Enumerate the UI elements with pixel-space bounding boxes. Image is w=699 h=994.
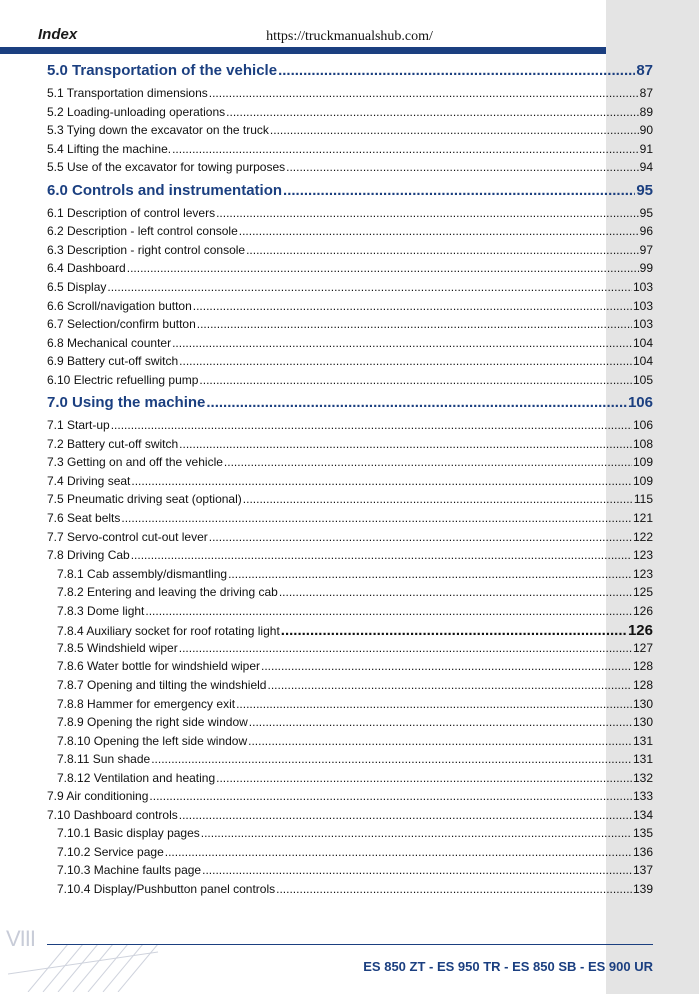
toc-page-number: 134 [632, 807, 653, 822]
toc-label: 6.2 Description - left control console [47, 224, 238, 239]
toc-label: 7.8.4 Auxiliary socket for roof rotating light [57, 624, 280, 639]
toc-page-number: 99 [639, 261, 653, 276]
toc-entry[interactable] [57, 715, 653, 733]
toc-leader [239, 224, 639, 238]
footer-rule [47, 944, 653, 945]
toc-page-number: 128 [632, 659, 653, 674]
toc-label: 6.6 Scroll/navigation button [47, 298, 192, 313]
toc-entry[interactable] [47, 511, 653, 529]
toc-page-number: 108 [632, 436, 653, 451]
toc-entry[interactable] [57, 826, 653, 844]
toc-label: 6.0 Controls and instrumentation [47, 181, 283, 199]
toc-page-number: 87 [639, 86, 653, 100]
toc-leader [249, 715, 632, 729]
toc-label: 7.8.9 Opening the right side window [57, 715, 248, 730]
toc-leader [179, 354, 632, 368]
toc-page-number: 115 [633, 492, 653, 507]
source-url[interactable]: https://truckmanualshub.com/ [266, 29, 433, 44]
toc-page-number: 95 [636, 181, 653, 199]
toc-leader [224, 455, 632, 469]
toc-label: 7.8.2 Entering and leaving the driving cab [57, 585, 278, 600]
toc-page-number: 104 [632, 335, 653, 350]
toc-page-number: 126 [627, 622, 653, 640]
toc-page-number: 103 [632, 317, 653, 332]
toc-leader [206, 394, 627, 411]
toc-page-number: 109 [632, 455, 653, 470]
toc-label: 6.10 Electric refuelling pump [47, 372, 199, 387]
toc-entry[interactable] [47, 789, 653, 807]
toc-entry[interactable] [47, 280, 653, 298]
toc-label: 7.10.2 Service page [57, 844, 164, 859]
toc-label: 7.8.10 Opening the left side window [57, 733, 248, 748]
toc-leader [131, 548, 632, 562]
toc-entry[interactable] [57, 659, 653, 677]
toc-page-number: 139 [632, 882, 653, 896]
toc-label: 7.8.6 Water bottle for windshield wiper [57, 659, 260, 674]
toc-leader [107, 280, 632, 294]
toc-page-number: 106 [627, 394, 653, 412]
toc-label: 7.10.4 Display/Pushbutton panel controls [57, 882, 276, 896]
toc-entry[interactable] [47, 243, 653, 261]
toc-page-number: 103 [632, 298, 653, 313]
toc-leader [216, 771, 632, 785]
toc-label: 5.0 Transportation of the vehicle [47, 62, 278, 79]
toc-leader [121, 511, 632, 525]
toc-page-number: 131 [632, 752, 653, 767]
toc-page-number: 125 [632, 585, 653, 600]
toc-leader [228, 567, 632, 581]
toc-label: 7.8.1 Cab assembly/dismantling [57, 566, 228, 581]
model-list: ES 850 ZT - ES 950 TR - ES 850 SB - ES 900 UR [363, 959, 653, 974]
toc-entry[interactable] [57, 752, 653, 770]
toc-label: 7.9 Air conditioning [47, 789, 149, 804]
section-title: Index [38, 26, 78, 43]
toc-page-number: 126 [632, 603, 653, 618]
toc-page-number: 130 [632, 696, 653, 711]
toc-label: 5.5 Use of the excavator for towing purposes [47, 160, 286, 175]
toc-leader [209, 86, 639, 100]
toc-leader [281, 622, 627, 639]
toc-label: 7.3 Getting on and off the vehicle [47, 455, 223, 470]
toc-page-number: 96 [639, 224, 653, 239]
toc-entry[interactable] [57, 604, 653, 622]
toc-label: 6.8 Mechanical counter [47, 335, 172, 350]
toc-page-number: 128 [632, 677, 653, 692]
toc-page-number: 121 [632, 511, 653, 525]
toc-page-number: 89 [639, 104, 653, 119]
toc-entry[interactable] [47, 548, 653, 566]
toc-page-number: 109 [632, 473, 653, 488]
toc-leader [165, 845, 632, 859]
toc-page-number: 103 [632, 279, 653, 294]
toc-label: 6.3 Description - right control console [47, 242, 246, 257]
toc-page-number: 95 [639, 205, 653, 220]
toc-entry[interactable] [47, 317, 653, 335]
toc-leader [216, 206, 639, 220]
toc-leader [172, 336, 632, 350]
toc-leader [179, 808, 632, 822]
toc-leader [131, 474, 632, 488]
toc-leader [276, 882, 632, 896]
toc-entry[interactable] [47, 492, 653, 510]
toc-page-number: 127 [632, 640, 653, 655]
toc-entry[interactable] [57, 882, 653, 900]
toc-label: 5.3 Tying down the excavator on the truck [47, 123, 269, 138]
toc-entry[interactable] [47, 474, 653, 492]
toc-label: 7.8.8 Hammer for emergency exit [57, 696, 236, 711]
toc-leader [179, 437, 632, 451]
toc-label: 7.6 Seat belts [47, 511, 121, 525]
toc-leader [202, 863, 632, 877]
toc-page-number: 133 [632, 789, 653, 804]
toc-page-number: 87 [636, 62, 653, 79]
toc-entry[interactable] [57, 863, 653, 881]
toc-entry[interactable] [57, 567, 653, 585]
toc-entry[interactable] [57, 845, 653, 863]
toc-label: 7.8.5 Windshield wiper [57, 640, 178, 655]
toc-page-number: 136 [632, 844, 653, 859]
toc-label: 7.1 Start-up [47, 418, 110, 433]
toc-leader [201, 826, 632, 840]
toc-entry[interactable] [47, 86, 653, 104]
toc-entry[interactable] [47, 160, 653, 178]
toc-entry[interactable] [47, 224, 653, 242]
toc-label: 7.10 Dashboard controls [47, 807, 178, 822]
toc-label: 7.0 Using the machine [47, 394, 206, 412]
toc-entry[interactable] [47, 105, 653, 123]
toc-leader [226, 105, 638, 119]
toc-page-number: 104 [632, 354, 653, 369]
toc-entry[interactable] [57, 585, 653, 603]
toc-leader [193, 299, 632, 313]
toc-leader [279, 585, 632, 599]
toc-leader [149, 789, 632, 803]
toc-leader [261, 659, 632, 673]
toc-label: 7.8 Driving Cab [47, 548, 130, 563]
toc-label: 6.9 Battery cut-off switch [47, 354, 179, 369]
toc-entry[interactable] [47, 142, 653, 160]
toc-leader [127, 261, 639, 275]
toc-leader [145, 604, 632, 618]
toc-leader [172, 142, 639, 156]
toc-entry[interactable] [47, 206, 653, 224]
toc-page-number: 123 [632, 548, 653, 563]
toc-leader [243, 492, 633, 506]
toc-entry[interactable] [47, 808, 653, 826]
toc-leader [111, 418, 632, 432]
toc-label: 6.4 Dashboard [47, 261, 126, 276]
toc-label: 5.4 Lifting the machine. [47, 141, 172, 156]
toc-page-number: 131 [632, 733, 653, 748]
toc-chapter[interactable] [47, 182, 653, 204]
toc-page-number: 135 [632, 826, 653, 841]
toc-entry[interactable] [47, 354, 653, 372]
toc-page-number: 91 [639, 141, 653, 156]
toc-page-number: 106 [632, 418, 653, 433]
toc-leader [236, 697, 632, 711]
toc-leader [267, 678, 631, 692]
toc-label: 7.8.7 Opening and tilting the windshield [57, 677, 267, 692]
toc-page-number: 122 [632, 529, 653, 544]
toc-label: 7.8.12 Ventilation and heating [57, 770, 216, 785]
toc-chapter[interactable] [47, 394, 653, 416]
toc-label: 7.8.3 Dome light [57, 603, 145, 618]
toc-entry[interactable] [47, 336, 653, 354]
toc-page-number: 132 [632, 770, 653, 785]
toc-leader [197, 317, 632, 331]
toc-label: 7.2 Battery cut-off switch [47, 436, 179, 451]
page-numeral: VIII [6, 926, 36, 951]
toc-entry[interactable] [57, 678, 653, 696]
toc-entry[interactable] [57, 697, 653, 715]
page-header [0, 0, 606, 52]
toc-entry[interactable] [47, 418, 653, 436]
toc-entry[interactable] [57, 622, 653, 640]
toc-label: 5.1 Transportation dimensions [47, 86, 208, 100]
toc-page-number: 105 [632, 372, 653, 387]
toc-entry[interactable] [47, 530, 653, 548]
toc-label: 7.10.1 Basic display pages [57, 826, 200, 841]
toc-label: 7.7 Servo-control cut-out lever [47, 529, 208, 544]
toc-leader [199, 373, 632, 387]
toc-leader [278, 62, 635, 79]
toc-leader [248, 734, 632, 748]
toc-entry[interactable] [47, 123, 653, 141]
toc-leader [151, 752, 632, 766]
toc-entry[interactable] [47, 455, 653, 473]
toc-page-number: 90 [639, 123, 653, 138]
toc-entry[interactable] [57, 641, 653, 659]
toc-leader [246, 243, 639, 257]
toc-label: 6.7 Selection/confirm button [47, 317, 196, 332]
toc-chapter[interactable] [47, 62, 653, 84]
toc-leader [209, 530, 632, 544]
toc-page-number: 123 [632, 566, 653, 581]
toc-entry[interactable] [47, 299, 653, 317]
toc-leader [286, 160, 639, 174]
toc-entry[interactable] [57, 734, 653, 752]
toc-entry[interactable] [57, 771, 653, 789]
header-rule [0, 47, 606, 54]
toc-page-number: 137 [632, 863, 653, 878]
toc-leader [179, 641, 632, 655]
toc-leader [283, 182, 635, 199]
toc-label: 7.5 Pneumatic driving seat (optional) [47, 492, 242, 507]
toc-page-number: 130 [632, 715, 653, 730]
toc-label: 6.5 Display [47, 279, 107, 294]
toc-entry[interactable] [47, 373, 653, 391]
toc-page-number: 97 [639, 242, 653, 257]
toc-label: 6.1 Description of control levers [47, 205, 216, 220]
toc-label: 7.8.11 Sun shade [57, 752, 151, 767]
toc-label: 7.4 Driving seat [47, 473, 131, 488]
toc-entry[interactable] [47, 261, 653, 279]
toc-entry[interactable] [47, 437, 653, 455]
toc-leader [270, 123, 639, 137]
toc-label: 7.10.3 Machine faults page [57, 863, 202, 878]
toc-page-number: 94 [639, 160, 653, 175]
toc-label: 5.2 Loading-unloading operations [47, 104, 226, 119]
